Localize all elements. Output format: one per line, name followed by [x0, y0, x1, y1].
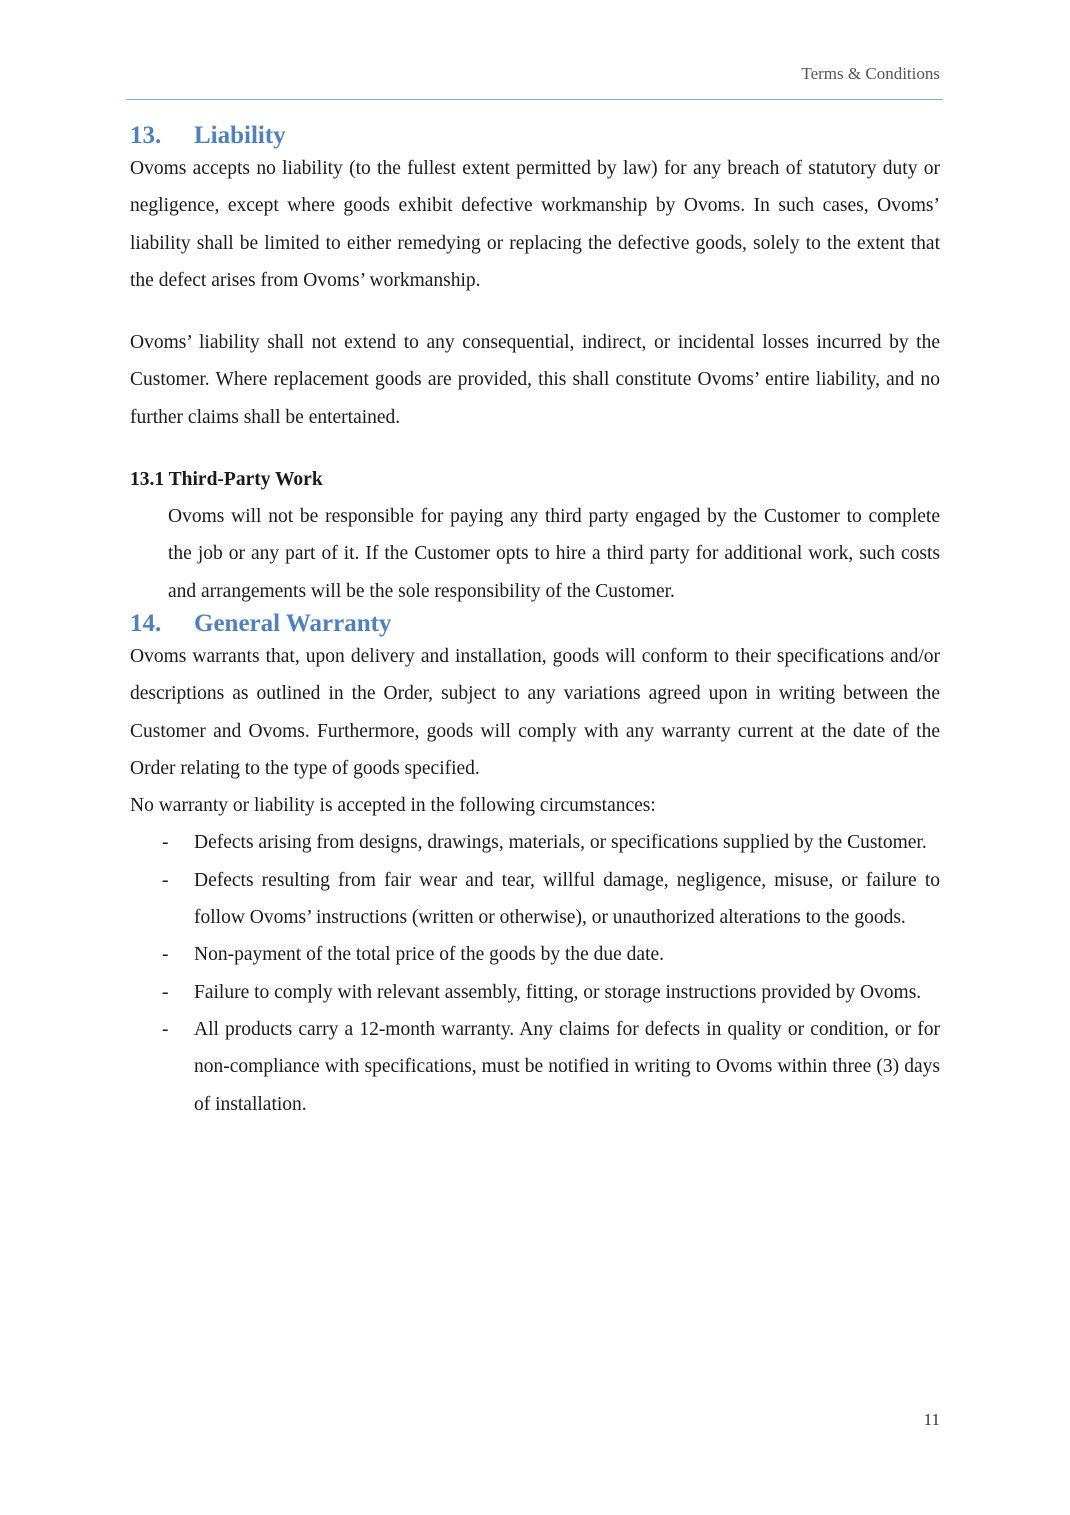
list-item-text: Defects resulting from fair wear and tear, willful damage, negligence, misuse, or failure to follow Ovoms’ instructions (written or otherwise), or unauthorized alterations to the goods.: [194, 869, 940, 929]
list-item: [130, 824, 940, 861]
list-item: [130, 862, 940, 937]
list-item: [130, 1011, 940, 1123]
list-dash: -: [162, 944, 169, 966]
liability-paragraph-2: Ovoms’ liability shall not extend to any consequential, indirect, or incidental losses incurred by the Customer. Where replacement goods are provided, this shall constitute Ovoms’ entire liability, and no further claims shall be entertained.: [130, 332, 940, 428]
header-title: Terms & Conditions: [801, 64, 940, 83]
section-13-number: 13.: [130, 122, 162, 149]
warranty-paragraph-2: No warranty or liability is accepted in the following circumstances:: [130, 795, 656, 817]
section-14-number: 14.: [130, 609, 162, 637]
list-item-text: Defects arising from designs, drawings, materials, or specifications supplied by the Customer.: [194, 832, 927, 854]
list-item-text: Failure to comply with relevant assembly, fitting, or storage instructions provided by Ovoms.: [194, 981, 922, 1003]
warranty-paragraph-1: Ovoms warrants that, upon delivery and installation, goods will conform to their specifications and/or descriptions as outlined in the Order, subject to any variations agreed upon in writing between the Customer and Ovoms. Furthermore, goods will comply with any warranty current at the date of the Order relating to the type of goods specified.: [130, 645, 940, 779]
list-dash: -: [162, 1018, 169, 1040]
section-14-title: General Warranty: [194, 609, 392, 637]
page-content: [130, 122, 940, 1123]
warranty-exclusions-list: [130, 824, 940, 1122]
section-13-title: Liability: [194, 122, 286, 149]
list-item: [130, 936, 940, 973]
list-dash: -: [162, 981, 169, 1003]
header-divider: [126, 99, 943, 100]
section-13-heading: [130, 122, 940, 150]
list-dash: -: [162, 832, 169, 854]
subsection-13-1-heading: 13.1 Third-Party Work: [130, 469, 323, 491]
section-14-heading: [130, 610, 940, 638]
list-item-text: All products carry a 12-month warranty. Any claims for defects in quality or condition, or for non-compliance with specifications, must be notified in writing to Ovoms within three (3) days of installation.: [194, 1018, 940, 1115]
list-item-text: Non-payment of the total price of the goods by the due date.: [194, 944, 665, 966]
liability-paragraph-1: Ovoms accepts no liability (to the fullest extent permitted by law) for any breach of statutory duty or negligence, except where goods exhibit defective workmanship by Ovoms. In such cases, Ovoms’ liability shall be limited to either remedying or replacing the defective goods, solely to the extent that the defect arises from Ovoms’ workmanship.: [130, 158, 940, 291]
page-number: 11: [923, 1410, 940, 1429]
list-dash: -: [162, 869, 169, 891]
third-party-paragraph: Ovoms will not be responsible for paying any third party engaged by the Customer to complete the job or any part of it. If the Customer opts to hire a third party for additional work, such costs and arrangements will be the sole responsibility of the Customer.: [168, 506, 940, 602]
list-item: [130, 974, 940, 1011]
